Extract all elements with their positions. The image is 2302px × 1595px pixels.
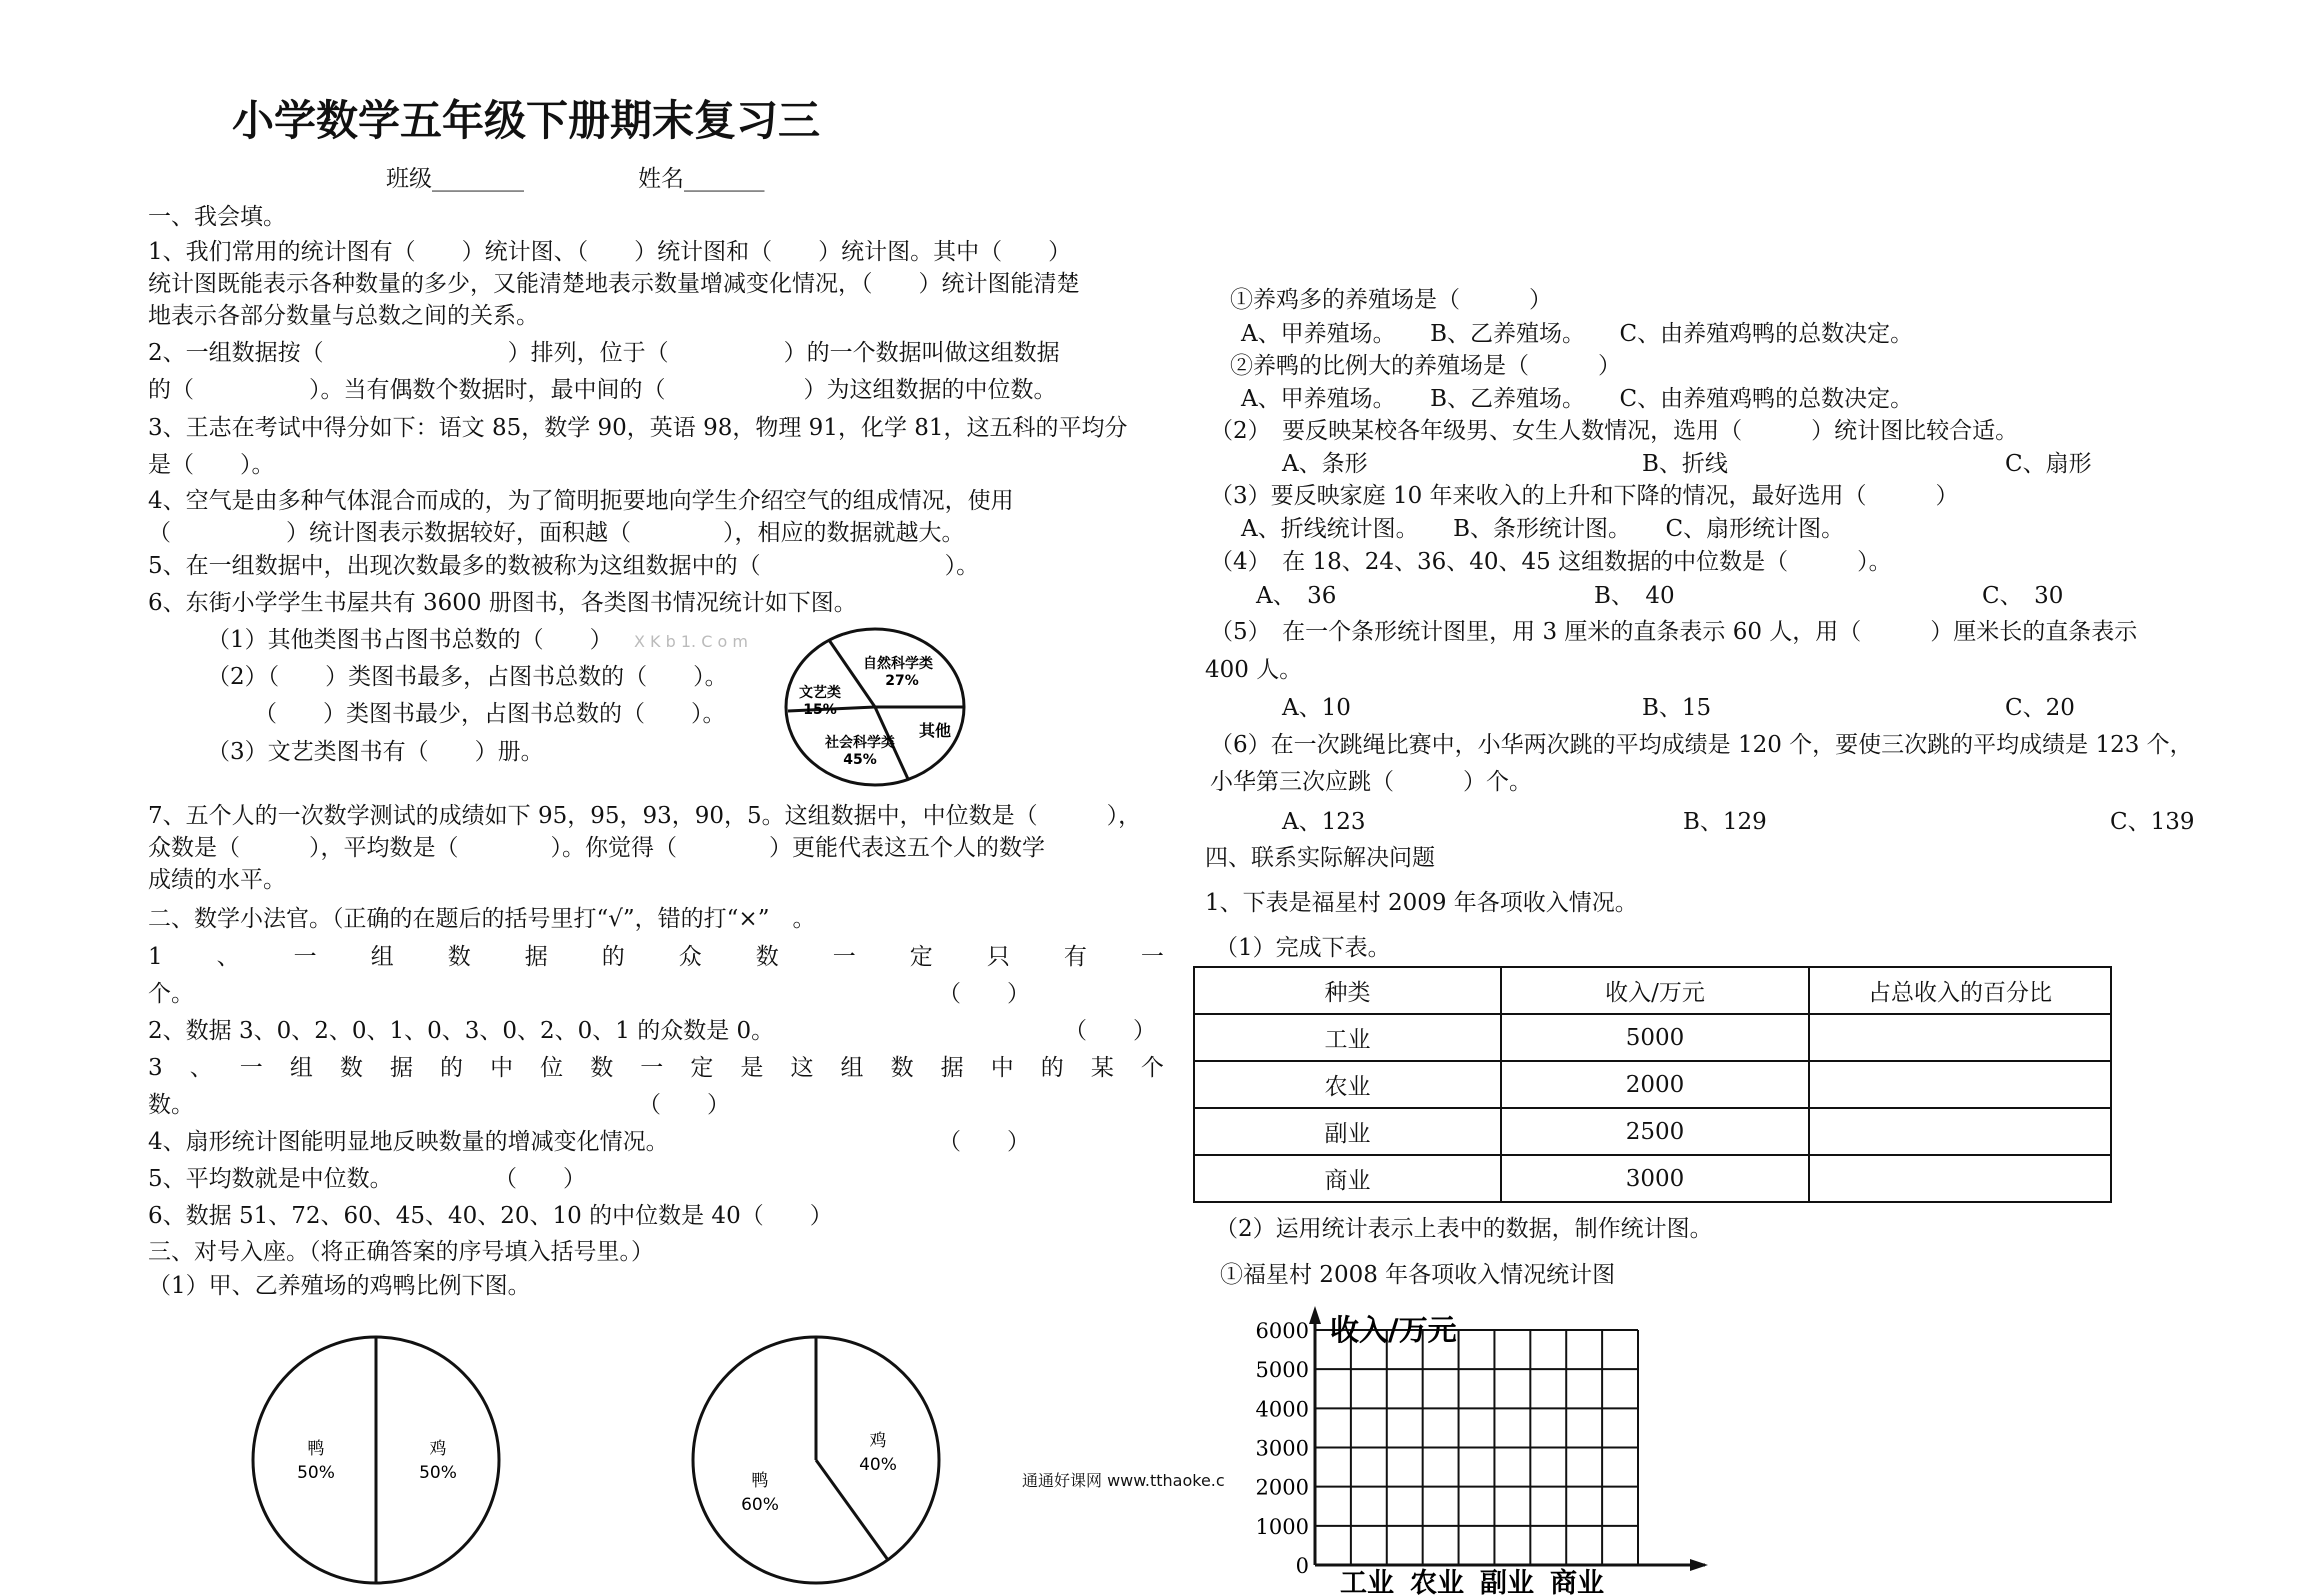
justified-char: 组 <box>370 944 394 970</box>
justified-char: 组 <box>840 1055 864 1081</box>
justified-char: 位 <box>540 1055 564 1081</box>
table-header-cell: 种类 <box>1194 967 1501 1014</box>
slice-label-other: 其他 <box>918 721 952 740</box>
q6-sub1: （1）其他类图书占图书总数的（ ） <box>207 627 613 653</box>
judge5: 5、平均数就是中位数。 <box>148 1166 393 1192</box>
justified-char: 数 <box>590 1055 614 1081</box>
q5: 5、在一组数据中，出现次数最多的数被称为这组数据中的（ ）。 <box>148 553 980 579</box>
judge4: 4、扇形统计图能明显地反映数量的增减变化情况。 <box>148 1129 669 1155</box>
q3-line1: 3、王志在考试中得分如下：语文 85，数学 90，英语 98，物理 91，化学 81，这五科的平均分 <box>148 415 1128 441</box>
table-cell: 3000 <box>1501 1155 1809 1202</box>
table-cell: 5000 <box>1501 1014 1809 1061</box>
r-q1-options: A、甲养殖场。 B、乙养殖场。 C、由养殖鸡鸭的总数决定。 <box>1241 321 1914 347</box>
justified-char: 的 <box>440 1055 464 1081</box>
book-category-pie <box>780 625 970 795</box>
table-header-row <box>1194 967 2111 1014</box>
section4-q2-sub1: ①福星村 2008 年各项收入情况统计图 <box>1220 1262 1616 1288</box>
justified-char: 定 <box>909 944 933 970</box>
y-tick-label: 2000 <box>1255 1475 1309 1500</box>
slice-pct-chicken: 50% <box>419 1463 457 1483</box>
judge6: 6、数据 51、72、60、45、40、20、10 的中位数是 40（ ） <box>148 1203 833 1229</box>
judge2: 2、数据 3、0、2、0、1、0、3、0、2、0、1 的众数是 0。 <box>148 1018 775 1044</box>
slice-pct-social: 45% <box>843 752 877 768</box>
r-q5: （4） 在 18、24、36、40、45 这组数据的中位数是（ ）。 <box>1210 549 1892 575</box>
justified-char: 、 <box>216 944 240 970</box>
justified-char: 的 <box>1040 1055 1064 1081</box>
r-q4-options: A、折线统计图。 B、条形统计图。 C、扇形统计图。 <box>1241 516 1845 542</box>
r-q6-option-a: A、10 <box>1282 695 1351 721</box>
q2-line2: 的（ ）。当有偶数个数据时，最中间的（ ）为这组数据的中位数。 <box>148 377 1057 403</box>
q6-sub3: （3）文艺类图书有（ ）册。 <box>207 739 544 765</box>
q6: 6、东街小学学生书屋共有 3600 册图书，各类图书情况统计如下图。 <box>148 590 857 616</box>
slice-pct-duck: 60% <box>741 1495 779 1515</box>
r-q7-option-b: B、129 <box>1683 809 1767 835</box>
justified-char: 这 <box>790 1055 814 1081</box>
judge1-line1 <box>148 941 1164 973</box>
y-tick-label: 4000 <box>1255 1397 1309 1422</box>
r-q4: （3）要反映家庭 10 年来收入的上升和下降的情况，最好选用（ ） <box>1210 483 1959 509</box>
r-q3: （2） 要反映某校各年级男、女生人数情况，选用（ ）统计图比较合适。 <box>1210 418 2019 444</box>
justified-char: 据 <box>940 1055 964 1081</box>
section3-q1: （1）甲、乙养殖场的鸡鸭比例下图。 <box>148 1273 531 1299</box>
justified-char: 定 <box>690 1055 714 1081</box>
justified-char: 据 <box>524 944 548 970</box>
r-q7-option-a: A、123 <box>1282 809 1366 835</box>
chart-grid <box>1315 1330 1638 1565</box>
justified-char: 数 <box>339 1055 363 1081</box>
x-axis-arrow <box>1690 1559 1708 1571</box>
slice-pct-chicken: 40% <box>859 1455 897 1475</box>
class-field: 班级________ <box>386 166 524 192</box>
justified-char: 某 <box>1090 1055 1114 1081</box>
justified-char: 是 <box>740 1055 764 1081</box>
justified-char: 组 <box>289 1055 313 1081</box>
y-tick-label: 6000 <box>1255 1319 1309 1343</box>
percent-input-cell[interactable] <box>1809 1155 2111 1202</box>
table-cell: 农业 <box>1194 1061 1501 1108</box>
judge5-answer[interactable]: （ ） <box>494 1166 586 1192</box>
judge3-line1 <box>148 1052 1164 1084</box>
slice-label-social: 社会科学类 <box>825 735 895 751</box>
justified-char: 个 <box>1140 1055 1164 1081</box>
r-q1: ①养鸡多的养殖场是（ ） <box>1230 287 1552 313</box>
justified-char: 3 <box>148 1055 163 1081</box>
r-q6-line2: 400 人。 <box>1205 657 1303 683</box>
table-row <box>1194 1061 2111 1108</box>
q7-line3: 成绩的水平。 <box>148 867 286 893</box>
x-category-label: 工业 <box>1340 1568 1394 1595</box>
x-category-label: 商业 <box>1550 1568 1604 1595</box>
r-q3-option-a: A、条形 <box>1282 451 1368 477</box>
judge4-answer[interactable]: （ ） <box>938 1129 1030 1155</box>
r-q3-option-c: C、扇形 <box>2005 451 2092 477</box>
farm-a-pie <box>248 1332 504 1588</box>
r-q6-option-b: B、15 <box>1642 695 1712 721</box>
section4-q1: 1、下表是福星村 2009 年各项收入情况。 <box>1205 890 1638 916</box>
page-title: 小学数学五年级下册期末复习三 <box>232 96 821 145</box>
table-cell: 2500 <box>1501 1108 1809 1155</box>
table-row <box>1194 1108 2111 1155</box>
q6-sub2b: （ ）类图书最少，占图书总数的（ ）。 <box>254 701 726 727</box>
justified-char: 、 <box>189 1055 213 1081</box>
r-q3-option-b: B、折线 <box>1642 451 1728 477</box>
income-grid-chart <box>1230 1300 1790 1595</box>
justified-char: 数 <box>890 1055 914 1081</box>
section4-heading: 四、联系实际解决问题 <box>1205 845 1435 871</box>
judge2-answer[interactable]: （ ） <box>1064 1018 1156 1044</box>
q1-line1: 1、我们常用的统计图有（ ）统计图、（ ）统计图和（ ）统计图。其中（ ） <box>148 239 1072 265</box>
r-q6-line1: （5） 在一个条形统计图里，用 3 厘米的直条表示 60 人，用（ ）厘米长的直条表示 <box>1210 619 2138 645</box>
judge1-line2: 个。 <box>148 981 194 1007</box>
percent-input-cell[interactable] <box>1809 1108 2111 1155</box>
table-row <box>1194 1014 2111 1061</box>
footer-source: 通通好课网 www.tthaoke.c <box>1022 1471 1225 1490</box>
farm-b-pie <box>688 1332 944 1588</box>
y-axis-arrow <box>1309 1306 1321 1324</box>
x-category-label: 副业 <box>1480 1568 1534 1595</box>
q6-sub2a: （2）（ ）类图书最多，占图书总数的（ ）。 <box>207 664 728 690</box>
table-cell: 工业 <box>1194 1014 1501 1061</box>
q1-line2: 统计图既能表示各种数量的多少，又能清楚地表示数量增减变化情况，（ ）统计图能清楚 <box>148 271 1080 297</box>
section4-q1-sub1: （1）完成下表。 <box>1215 935 1391 961</box>
slice-label-duck: 鸭 <box>307 1439 325 1459</box>
slice-label-chicken: 鸡 <box>869 1431 887 1451</box>
justified-char: 1 <box>148 944 163 970</box>
percent-input-cell[interactable] <box>1809 1061 2111 1108</box>
section3-heading: 三、对号入座。（将正确答案的序号填入括号里。） <box>148 1239 654 1265</box>
q4-line2: （ ）统计图表示数据较好，面积越（ ），相应的数据就越大。 <box>148 520 965 546</box>
r-q7-line2: 小华第三次应跳（ ）个。 <box>1210 769 1532 795</box>
q2-line1: 2、一组数据按（ ）排列，位于（ ）的一个数据叫做这组数据 <box>148 340 1060 366</box>
r-q2-options: A、甲养殖场。 B、乙养殖场。 C、由养殖鸡鸭的总数决定。 <box>1241 386 1914 412</box>
x-category-label: 农业 <box>1410 1568 1464 1595</box>
section2-heading: 二、数学小法官。（正确的在题后的括号里打“√”，错的打“×” 。 <box>148 906 816 932</box>
y-tick-label: 1000 <box>1255 1514 1309 1539</box>
table-cell: 2000 <box>1501 1061 1809 1108</box>
q1-line3: 地表示各部分数量与总数之间的关系。 <box>148 303 539 329</box>
section4-q2: （2）运用统计表示上表中的数据，制作统计图。 <box>1215 1216 1713 1242</box>
q7-line2: 众数是（ ），平均数是（ ）。你觉得（ ）更能代表这五个人的数学 <box>148 835 1045 861</box>
r-q5-option-b: B、 40 <box>1594 583 1675 609</box>
table-cell: 副业 <box>1194 1108 1501 1155</box>
justified-char: 中 <box>990 1055 1014 1081</box>
r-q5-option-a: A、 36 <box>1256 583 1337 609</box>
y-tick-label: 0 <box>1295 1554 1309 1578</box>
justified-char: 一 <box>1140 944 1164 970</box>
r-q5-option-c: C、 30 <box>1982 583 2064 609</box>
justified-char: 一 <box>832 944 856 970</box>
r-q7-option-c: C、139 <box>2110 809 2195 835</box>
justified-char: 一 <box>239 1055 263 1081</box>
r-q2: ②养鸭的比例大的养殖场是（ ） <box>1230 353 1621 379</box>
income-table <box>1193 966 2112 1203</box>
justified-char: 众 <box>678 944 702 970</box>
justified-char: 有 <box>1063 944 1087 970</box>
justified-char: 一 <box>640 1055 664 1081</box>
justified-char: 只 <box>986 944 1010 970</box>
justified-char: 的 <box>601 944 625 970</box>
slice-pct-art: 15% <box>803 702 837 718</box>
slice-label-duck: 鸭 <box>751 1471 769 1491</box>
q4-line1: 4、空气是由多种气体混合而成的，为了简明扼要地向学生介绍空气的组成情况，使用 <box>148 488 1014 514</box>
table-row <box>1194 1155 2111 1202</box>
slice-label-science: 自然科学类 <box>863 656 933 672</box>
q7-line1: 7、五个人的一次数学测试的成绩如下 95，95，93，90，5。这组数据中，中位数是（ ）， <box>148 803 1142 829</box>
table-header-cell: 占总收入的百分比 <box>1809 967 2111 1014</box>
slice-label-art: 文艺类 <box>799 685 841 701</box>
watermark-text: X K b 1. C o m <box>634 632 748 651</box>
judge1-answer[interactable]: （ ） <box>938 981 1030 1007</box>
slice-label-chicken: 鸡 <box>429 1439 447 1459</box>
name-field: 姓名_______ <box>638 166 765 192</box>
q3-line2: 是（ ）。 <box>148 452 275 478</box>
slice-pct-duck: 50% <box>297 1463 335 1483</box>
judge3-answer[interactable]: （ ） <box>638 1092 730 1118</box>
table-header-cell: 收入/万元 <box>1501 967 1809 1014</box>
x-category-labels <box>1340 1567 1604 1595</box>
y-tick-labels <box>1256 1319 1309 1578</box>
y-tick-label: 3000 <box>1255 1436 1309 1461</box>
y-tick-label: 5000 <box>1255 1358 1309 1383</box>
judge3-line2: 数。 <box>148 1092 194 1118</box>
r-q6-option-c: C、20 <box>2005 695 2075 721</box>
justified-char: 一 <box>293 944 317 970</box>
section1-heading: 一、我会填。 <box>148 204 286 230</box>
y-axis-label: 收入/万元 <box>1330 1313 1457 1347</box>
slice-pct-science: 27% <box>885 673 919 689</box>
justified-char: 中 <box>490 1055 514 1081</box>
justified-char: 数 <box>755 944 779 970</box>
justified-char: 数 <box>447 944 471 970</box>
justified-char: 据 <box>389 1055 413 1081</box>
r-q7-line1: （6）在一次跳绳比赛中，小华两次跳的平均成绩是 120 个，要使三次跳的平均成绩是 123 个， <box>1210 732 2193 758</box>
table-cell: 商业 <box>1194 1155 1501 1202</box>
percent-input-cell[interactable] <box>1809 1014 2111 1061</box>
